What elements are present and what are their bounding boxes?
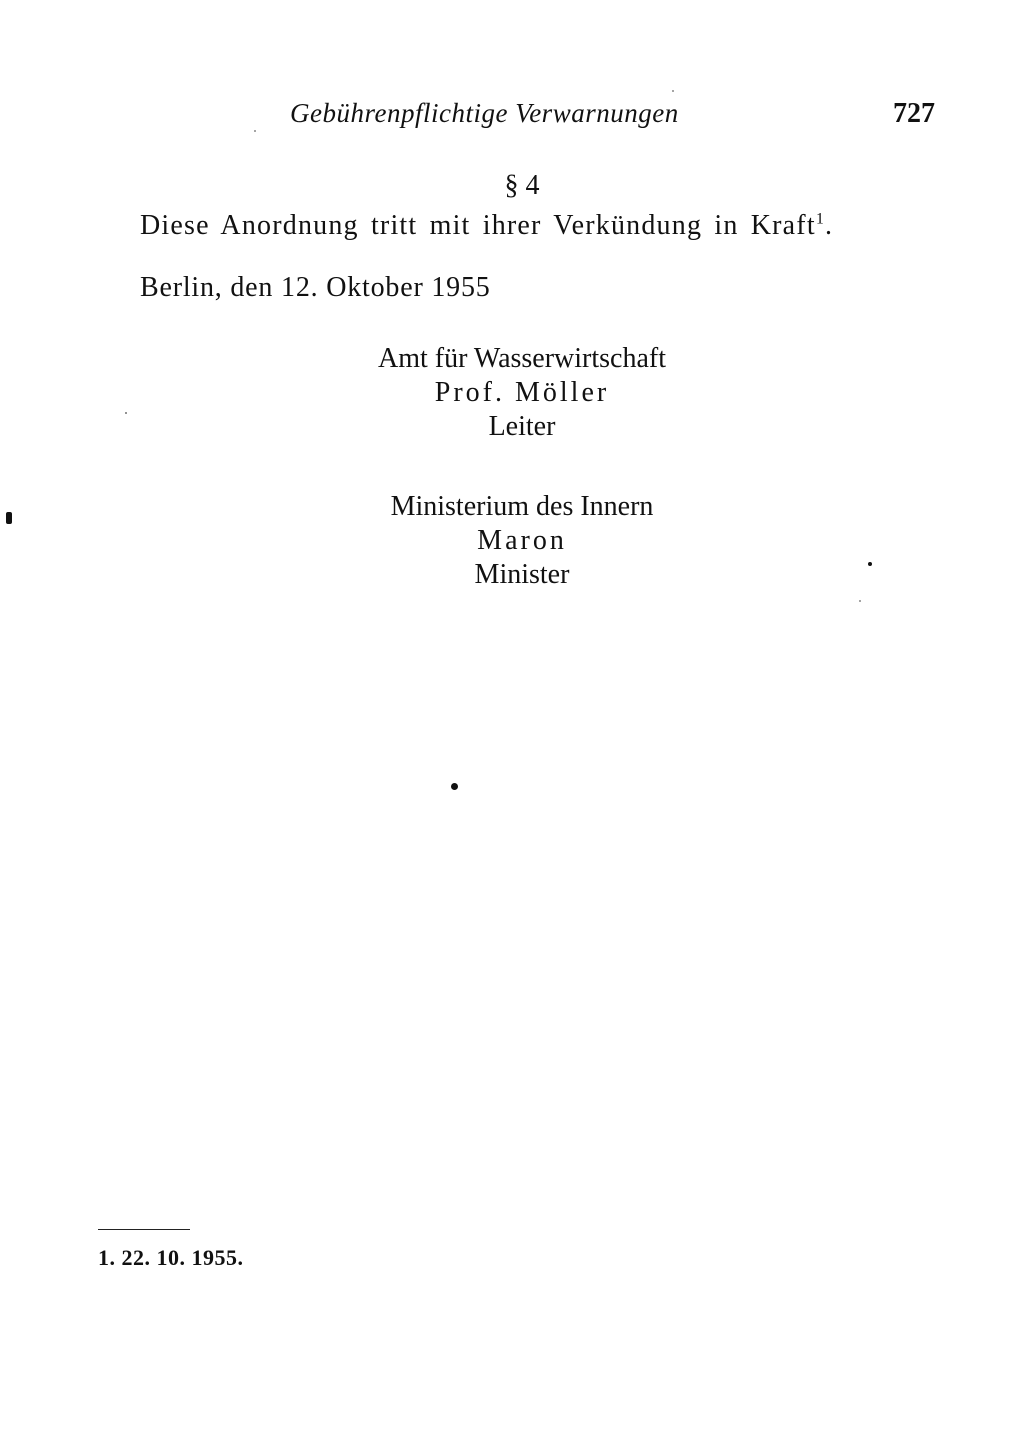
running-title: Gebührenpflichtige Verwarnungen: [290, 98, 679, 128]
footnote-divider: [98, 1229, 190, 1230]
section-body-period: .: [825, 210, 834, 241]
place-and-date: Berlin, den 12. Oktober 1955: [140, 272, 491, 303]
section-heading: § 4: [504, 170, 540, 201]
scan-speck: [451, 783, 458, 790]
scan-speck: [672, 90, 674, 92]
signature-name: Prof. Möller: [434, 377, 610, 408]
scan-speck: [125, 412, 127, 414]
signature-title: Minister: [474, 559, 570, 590]
signature-authority: Ministerium des Innern: [390, 491, 654, 522]
signature-title: Leiter: [488, 411, 556, 442]
signature-block-interior-ministry: [322, 490, 722, 592]
scan-speck: [859, 600, 861, 602]
page-number: 727: [893, 98, 935, 129]
signature-block-water-authority: [322, 342, 722, 444]
signature-name: Maron: [477, 525, 567, 556]
footnote-marker: 1: [815, 210, 826, 228]
signature-authority: Amt für Wasserwirtschaft: [377, 343, 667, 374]
footnote: 1. 22. 10. 1955.: [98, 1245, 244, 1270]
scan-speck: [868, 562, 872, 566]
section-body-sentence: Diese Anordnung tritt mit ihrer Verkündung in Kraft: [140, 210, 816, 241]
scan-speck: [254, 130, 256, 132]
section-body-text: [140, 210, 833, 242]
scan-speck: [6, 512, 12, 524]
